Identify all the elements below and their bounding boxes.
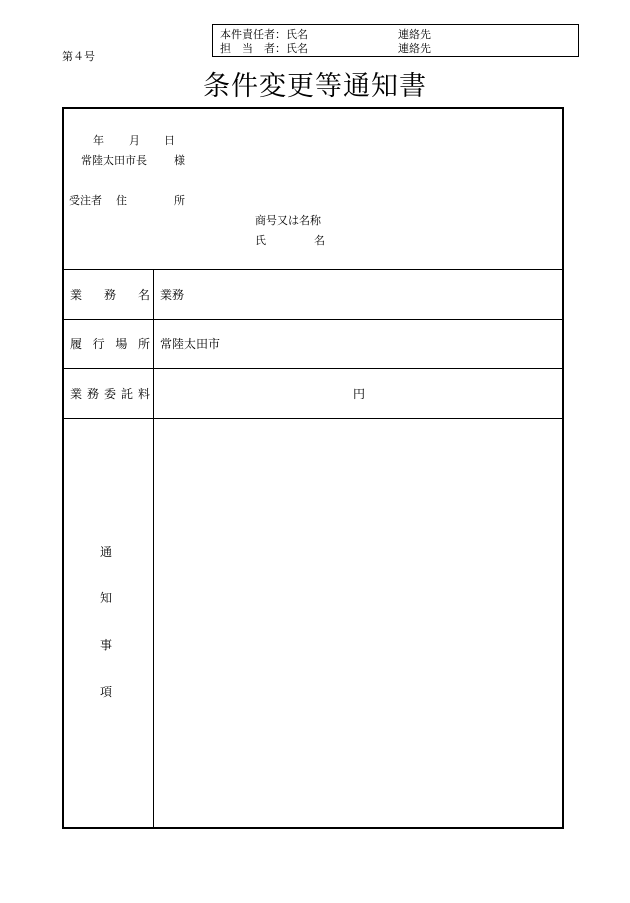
- notice-label-char-2: 知: [100, 591, 113, 605]
- performance-location-label: 履 行 場 所: [70, 337, 150, 351]
- contractor-name-char-2: 名: [314, 234, 325, 247]
- responsibility-box: [212, 24, 579, 57]
- company-name-label: 商号又は名称: [255, 214, 321, 227]
- contractor-label: 受注者: [69, 194, 102, 207]
- responsible-contact-label: 連絡先: [398, 28, 431, 41]
- business-name-label: 業 務 名: [70, 288, 150, 302]
- addressee-honorific: 様: [174, 154, 185, 167]
- business-name-value: 業務: [160, 288, 185, 302]
- addressee-name: 常陸太田市長: [81, 154, 147, 167]
- commission-fee-currency: 円: [353, 387, 366, 401]
- contractor-name-char-1: 氏: [255, 234, 266, 247]
- person-in-charge-contact-label: 連絡先: [398, 42, 431, 55]
- notice-label-char-4: 項: [100, 685, 113, 699]
- contractor-address-char-2: 所: [174, 194, 185, 207]
- commission-fee-label: 業 務 委 託 料: [70, 387, 150, 401]
- notice-label-char-1: 通: [100, 545, 113, 559]
- date-day: 日: [164, 134, 175, 147]
- document-title: 条件変更等通知書: [203, 71, 427, 102]
- form-frame: [62, 107, 564, 829]
- form-number: 第４号: [62, 50, 95, 63]
- divider-row-1: [64, 319, 562, 320]
- divider-header: [64, 269, 562, 270]
- performance-location-value: 常陸太田市: [160, 337, 221, 351]
- notice-items-content-area[interactable]: [154, 419, 562, 827]
- date-month: 月: [129, 134, 140, 147]
- responsible-person-label: 本件責任者：氏名: [220, 28, 308, 41]
- notice-label-char-3: 事: [100, 638, 113, 652]
- person-in-charge-label: 担 当 者：氏名: [220, 42, 308, 55]
- contractor-address-char-1: 住: [116, 194, 127, 207]
- date-year: 年: [93, 134, 104, 147]
- divider-row-2: [64, 368, 562, 369]
